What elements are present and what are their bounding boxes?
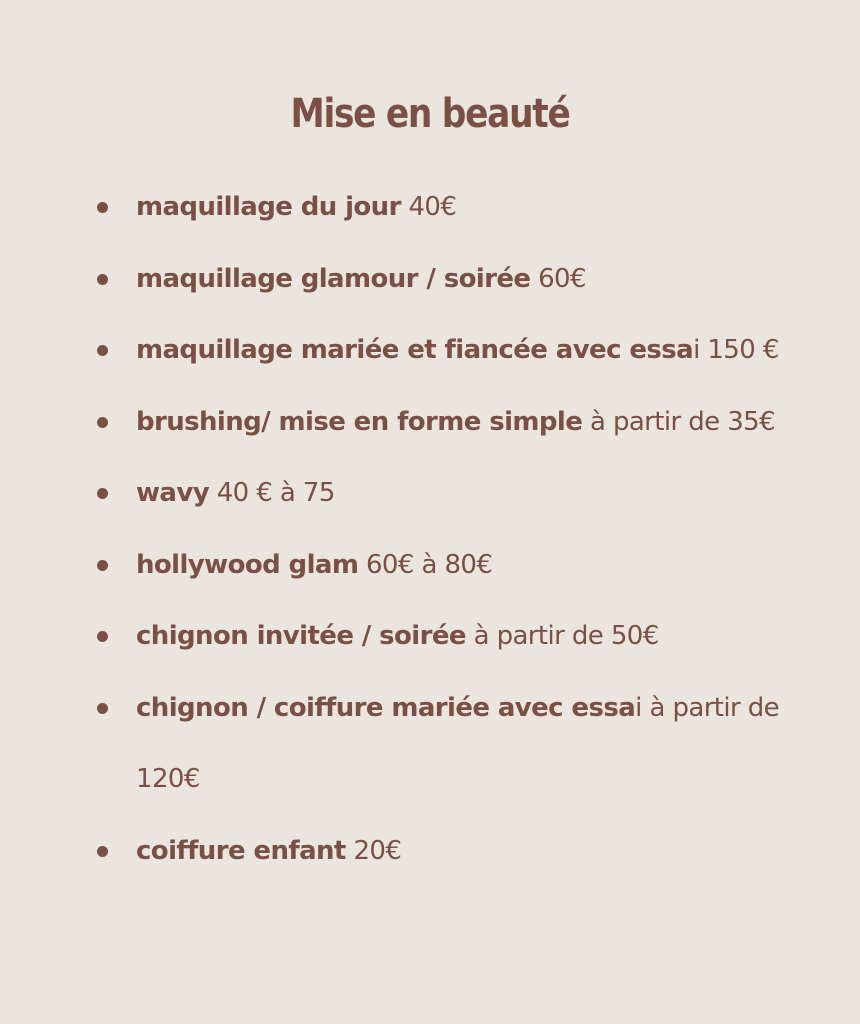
bullet-icon bbox=[97, 703, 108, 714]
list-item bbox=[0, 458, 860, 530]
services-list bbox=[0, 172, 860, 887]
bullet-icon bbox=[97, 274, 108, 285]
service-price: à partir de 50€ bbox=[465, 621, 659, 651]
service-name: brushing/ mise en forme simple bbox=[136, 406, 583, 437]
list-item bbox=[0, 816, 860, 888]
service-price: 20€ bbox=[345, 835, 402, 866]
service-name: wavy bbox=[136, 478, 210, 508]
list-item bbox=[0, 315, 860, 387]
list-item bbox=[0, 387, 860, 459]
bullet-icon bbox=[97, 202, 108, 213]
service-name: maquillage mariée et fiancée avec essa bbox=[136, 335, 694, 365]
service-price: i à partir de 120€ bbox=[136, 692, 780, 794]
list-item bbox=[0, 172, 860, 244]
service-price: à partir de 35€ bbox=[582, 406, 776, 437]
bullet-icon bbox=[97, 560, 108, 571]
list-item bbox=[0, 244, 860, 316]
page-title: Mise en beauté bbox=[290, 91, 570, 137]
service-name: hollywood glam bbox=[136, 549, 359, 580]
list-item bbox=[0, 530, 860, 602]
bullet-icon bbox=[97, 631, 108, 642]
service-name: maquillage du jour bbox=[136, 192, 401, 222]
service-name: chignon invitée / soirée bbox=[136, 621, 466, 651]
service-price: 40 € à 75 bbox=[209, 478, 335, 508]
list-item bbox=[0, 673, 860, 816]
service-price: 60€ bbox=[530, 263, 586, 294]
bullet-icon bbox=[97, 488, 108, 499]
list-item bbox=[0, 601, 860, 673]
service-price: 40€ bbox=[400, 192, 457, 222]
bullet-icon bbox=[97, 846, 108, 857]
service-price: 60€ à 80€ bbox=[358, 549, 493, 580]
bullet-icon bbox=[97, 345, 108, 356]
service-name: coiffure enfant bbox=[136, 835, 346, 866]
bullet-icon bbox=[97, 417, 108, 428]
service-price: i 150 € bbox=[693, 335, 779, 365]
service-name: maquillage glamour / soirée bbox=[136, 263, 531, 294]
service-name: chignon / coiffure mariée avec essa bbox=[136, 692, 636, 723]
